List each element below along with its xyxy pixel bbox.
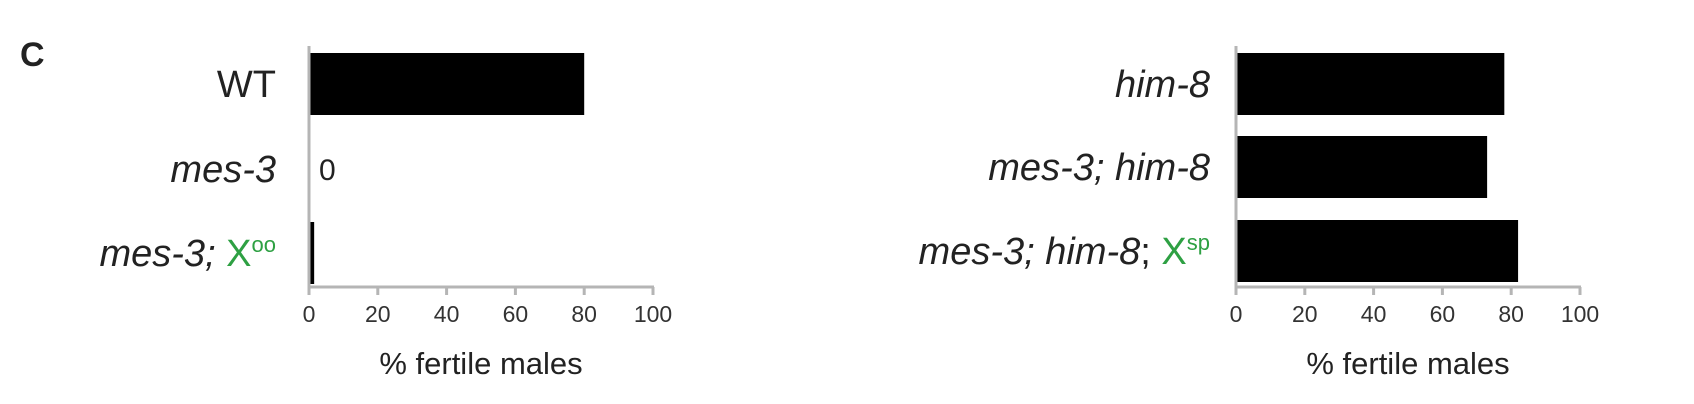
x-axis-title-left: % fertile males — [379, 346, 583, 381]
x-tick-label-right-60: 60 — [1429, 301, 1456, 327]
x-axis-title-right: % fertile males — [1306, 346, 1510, 381]
category-label-left-1: WT — [216, 64, 276, 106]
panel-label: C — [20, 36, 45, 74]
category-label-right-2: mes-3; him-8 — [988, 147, 1210, 189]
data-label-left-2: 0 — [319, 154, 336, 187]
x-tick-label-right-20: 20 — [1292, 301, 1318, 327]
x-tick-label-left-40: 40 — [433, 301, 460, 327]
bar-left-1 — [309, 53, 584, 115]
x-tick-label-right-100: 100 — [1560, 301, 1600, 327]
chart-right — [919, 46, 1600, 381]
x-tick-label-right-0: 0 — [1229, 301, 1243, 327]
category-label-right-3: mes-3; him-8; $X^{sp}$ — [918, 230, 1210, 273]
x-tick-label-right-80: 80 — [1498, 301, 1524, 327]
x-tick-label-left-0: 0 — [302, 301, 316, 327]
bar-right-1 — [1236, 53, 1504, 115]
bar-right-2 — [1236, 136, 1487, 198]
x-tick-label-left-60: 60 — [502, 301, 529, 327]
chart-left — [99, 46, 672, 381]
category-label-right-1: him-8 — [1114, 64, 1210, 106]
bar-right-3 — [1236, 220, 1518, 282]
x-tick-label-left-20: 20 — [365, 301, 391, 327]
category-label-left-2: mes-3 — [170, 149, 276, 191]
category-label-left-3: mes-3; $X^{oo}$ — [99, 232, 276, 275]
x-tick-label-left-80: 80 — [571, 301, 597, 327]
x-tick-label-left-100: 100 — [633, 301, 673, 327]
x-tick-label-right-40: 40 — [1360, 301, 1387, 327]
